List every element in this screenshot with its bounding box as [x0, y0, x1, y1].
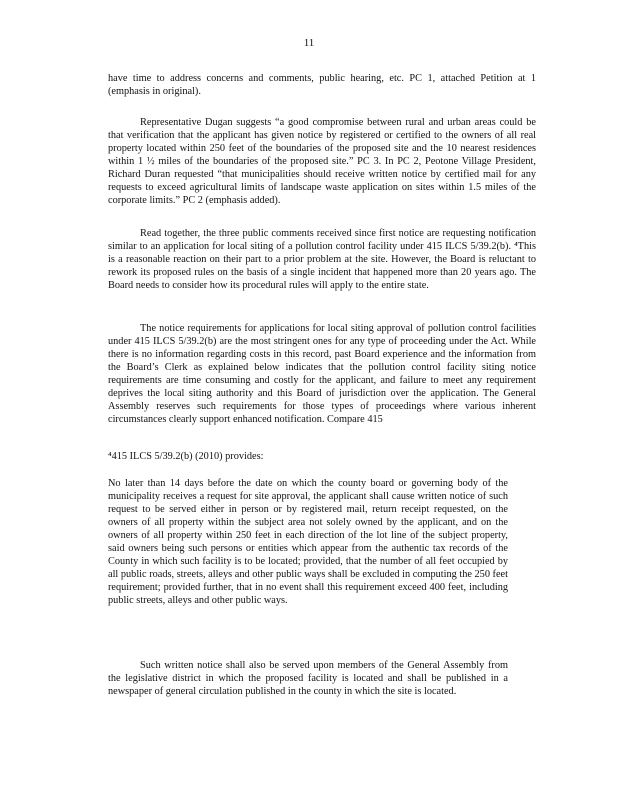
paragraph-continuation [108, 72, 536, 98]
paragraph-text: The notice requirements for applications for local siting approval of pollution control facilities under 415 ILCS 5/39.2(b) are the most stringent ones for any type of proceeding under the Act. While there is no information regarding costs in this record, past Board experience and the information from the Board’s Clerk as explained below indicates that the pollution control facility siting notice requirements are time consuming and costly for the applicant, and failure to meet any requirement deprives the local siting authority and this Board of jurisdiction over the application. The General Assembly reserves such requirements for those types of proceedings where various inherent circumstances clearly support enhanced notification. Compare 415 [108, 323, 536, 425]
footnote-intro: ⁴415 ILCS 5/39.2(b) (2010) provides: [108, 451, 264, 462]
paragraph-public-comments-summary [108, 227, 536, 292]
page-number: 11 [303, 37, 315, 49]
statutory-quote-1 [108, 477, 508, 607]
quote-text: Such written notice shall also be served upon members of the General Assembly from the legislative district in which the proposed facility is located and shall be published in a newspaper of general circulation published in the county in which the site is located. [108, 660, 508, 697]
statutory-quote-2 [108, 659, 508, 698]
paragraph-notice-requirements [108, 322, 536, 426]
paragraph-text: have time to address concerns and comments, public hearing, etc. PC 1, attached Petition at 1 (emphasis in original). [108, 73, 536, 97]
paragraph-dugan-duran-comments [108, 116, 536, 207]
quote-text: No later than 14 days before the date on which the county board or governing body of the municipality receives a request for site approval, the applicant shall cause written notice of such request to be served either in person or by registered mail, return receipt requested, on the owners of all property within the subject area not solely owned by the applicant, and on the owners of all property within 250 feet in each direction of the lot line of the subject property, said owners being such persons or entities which appear from the authentic tax records of the County in which such facility is to be located; provided, that the number of all feet occupied by all public roads, streets, alleys and other public ways shall be excluded in computing the 250 feet requirement; provided further, that in no event shall this requirement exceed 400 feet, including public streets, alleys and other public ways. [108, 478, 508, 606]
paragraph-text: Representative Dugan suggests “a good compromise between rural and urban areas could be that verification that the applicant has given notice by registered or certified to the owners of all real property located within 250 feet of the boundaries of the proposed site and the 10 nearest residences within 1 ½ miles of the boundaries of the proposed site.” PC 3. In PC 2, Peotone Village President, Richard Duran requested “that municipalities should receive written notice by certified mail for any requests to exceed agricultural limits of landscape waste application on sites within 1.5 miles of the corporate limits.” PC 2 (emphasis added). [108, 117, 536, 206]
paragraph-text: Read together, the three public comments received since first notice are requesting notification similar to an application for local siting of a pollution control facility under 415 ILCS 5/39.2(b). ⁴This is a reasonable reaction on their part to a prior problem at the site. However, the Board is reluctant to rework its proposed rules on the basis of a single incident that happened more than 20 years ago. The Board needs to consider how its procedural rules will apply to the entire state. [108, 228, 536, 291]
